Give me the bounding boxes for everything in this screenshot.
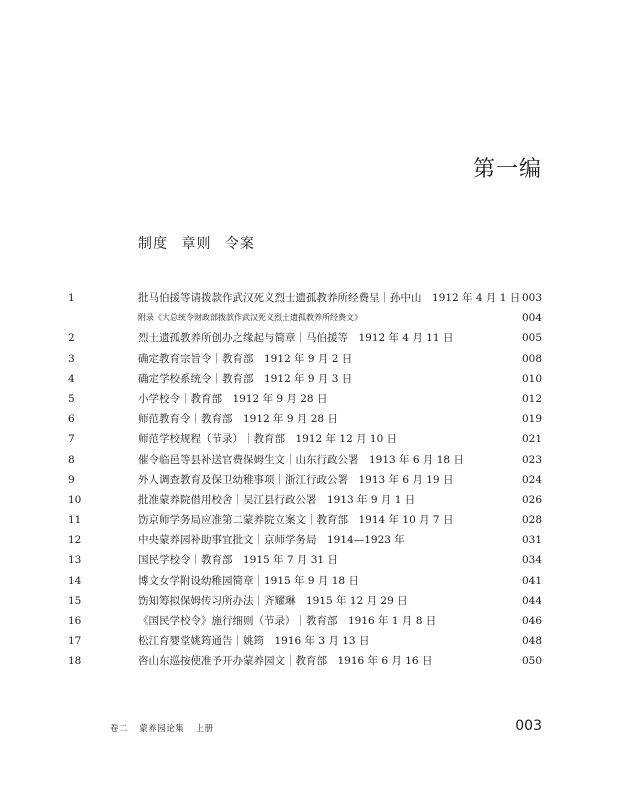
entry-title: 《国民学校令》施行细则（节录）｜教育部 1916 年 1 月 8 日 [138,615,437,627]
entry-title: 附录《大总统令财政部拨款作武汉死义烈士遗孤教养所经费文》 [138,313,362,323]
entry-number: 11 [68,514,82,527]
entry-number: 5 [68,392,75,405]
entry-title: 催令临邑等县补送官费保姆生文｜山东行政公署 1913 年 6 月 18 日 [138,453,464,466]
entry-page: 050 [521,655,542,668]
toc-entry[interactable] [0,550,628,570]
entry-number: 12 [68,534,82,547]
entry-number: 4 [68,372,75,385]
toc-entry[interactable] [0,490,628,510]
toc-entry[interactable] [0,328,628,348]
entry-title: 师范教育令｜教育部 1912 年 9 月 28 日 [138,413,338,426]
toc-entry[interactable] [0,450,628,470]
entry-title: 饬知筹拟保姆传习所办法｜齐耀琳 1915 年 12 月 29 日 [138,594,408,607]
section-title: 制度 章则 令案 [138,236,255,252]
entry-page: 005 [521,332,542,345]
toc-entry[interactable] [0,369,628,389]
part-title: 第一编 [472,157,542,182]
entry-title: 确定学校系统令｜教育部 1912 年 9 月 3 日 [138,372,353,385]
toc-entry[interactable] [0,349,628,369]
entry-number: 7 [68,433,75,446]
toc-entry[interactable] [0,470,628,490]
entry-title: 批准蒙养院借用校舍｜吴江县行政公署 1913 年 9 月 1 日 [138,493,416,506]
toc-entry[interactable] [0,288,628,308]
entry-title: 中央蒙养园补助事宜批文｜京师学务局 1914—1923 年 [138,534,405,547]
entry-number: 16 [68,615,82,627]
entry-page: 026 [521,493,542,506]
entry-page: 046 [521,615,542,627]
entry-title: 烈士遗孤教养所创办之缘起与简章｜马伯援等 1912 年 4 月 11 日 [138,332,454,345]
toc-entry[interactable] [0,571,628,591]
entry-page: 012 [521,392,542,405]
entry-page: 048 [521,635,542,648]
entry-number: 9 [68,473,75,486]
table-of-contents [0,288,628,672]
entry-title: 批马伯援等请拨款作武汉死义烈士遗孤教养所经费呈｜孙中山 1912 年 4 月 1 日 [138,292,521,304]
entry-title: 咨山东巡按使准予开办蒙养园文｜教育部 1916 年 6 月 16 日 [138,655,433,668]
footer-volume: 卷二 [110,724,129,734]
toc-entry[interactable] [0,409,628,429]
entry-page: 028 [521,514,542,527]
entry-number: 18 [68,655,82,668]
entry-title: 师范学校规程（节录）｜教育部 1912 年 12 月 10 日 [138,433,398,446]
toc-entry-appendix[interactable] [0,308,628,328]
toc-entry[interactable] [0,510,628,530]
entry-number: 17 [68,635,82,648]
entry-page: 034 [521,554,542,567]
toc-entry[interactable] [0,429,628,449]
entry-page: 024 [521,473,542,486]
entry-page: 023 [521,453,542,466]
entry-title: 外人调查教育及保卫幼稚事项｜浙江行政公署 1913 年 6 月 19 日 [138,473,454,486]
entry-page: 021 [521,433,542,446]
page-number: 003 [515,718,542,734]
entry-page: 031 [521,534,542,547]
entry-number: 15 [68,594,82,607]
toc-entry[interactable] [0,389,628,409]
entry-title: 博文女学附设幼稚园简章｜1915 年 9 月 18 日 [138,574,359,587]
entry-number: 2 [68,332,75,345]
footer-book-title: 蒙养园论集 [139,724,185,734]
footer-part: 上册 [195,724,214,734]
toc-entry[interactable] [0,651,628,671]
entry-number: 8 [68,453,75,466]
entry-number: 13 [68,554,82,567]
entry-page: 044 [521,594,542,607]
entry-page: 003 [521,292,542,304]
toc-entry[interactable] [0,530,628,550]
entry-page: 010 [521,372,542,385]
entry-title: 国民学校令｜教育部 1915 年 7 月 31 日 [138,554,338,567]
entry-number: 6 [68,413,75,426]
entry-number: 1 [68,292,75,304]
entry-number: 14 [68,574,82,587]
entry-title: 确定教育宗旨令｜教育部 1912 年 9 月 2 日 [138,352,353,365]
toc-entry[interactable] [0,591,628,611]
entry-page: 041 [521,574,542,587]
entry-number: 3 [68,352,75,365]
entry-page: 004 [521,312,542,325]
entry-title: 松江育婴堂姚筠通告｜姚筠 1916 年 3 月 13 日 [138,635,370,648]
entry-page: 008 [521,352,542,365]
page-footer [0,718,628,738]
running-footer [110,722,221,734]
toc-entry[interactable] [0,631,628,651]
toc-entry[interactable] [0,611,628,631]
entry-page: 019 [521,413,542,426]
entry-number: 10 [68,493,82,506]
entry-title: 饬京师学务局应准第二蒙养院立案文｜教育部 1914 年 10 月 7 日 [138,514,454,527]
entry-title: 小学校令｜教育部 1912 年 9 月 28 日 [138,392,328,405]
